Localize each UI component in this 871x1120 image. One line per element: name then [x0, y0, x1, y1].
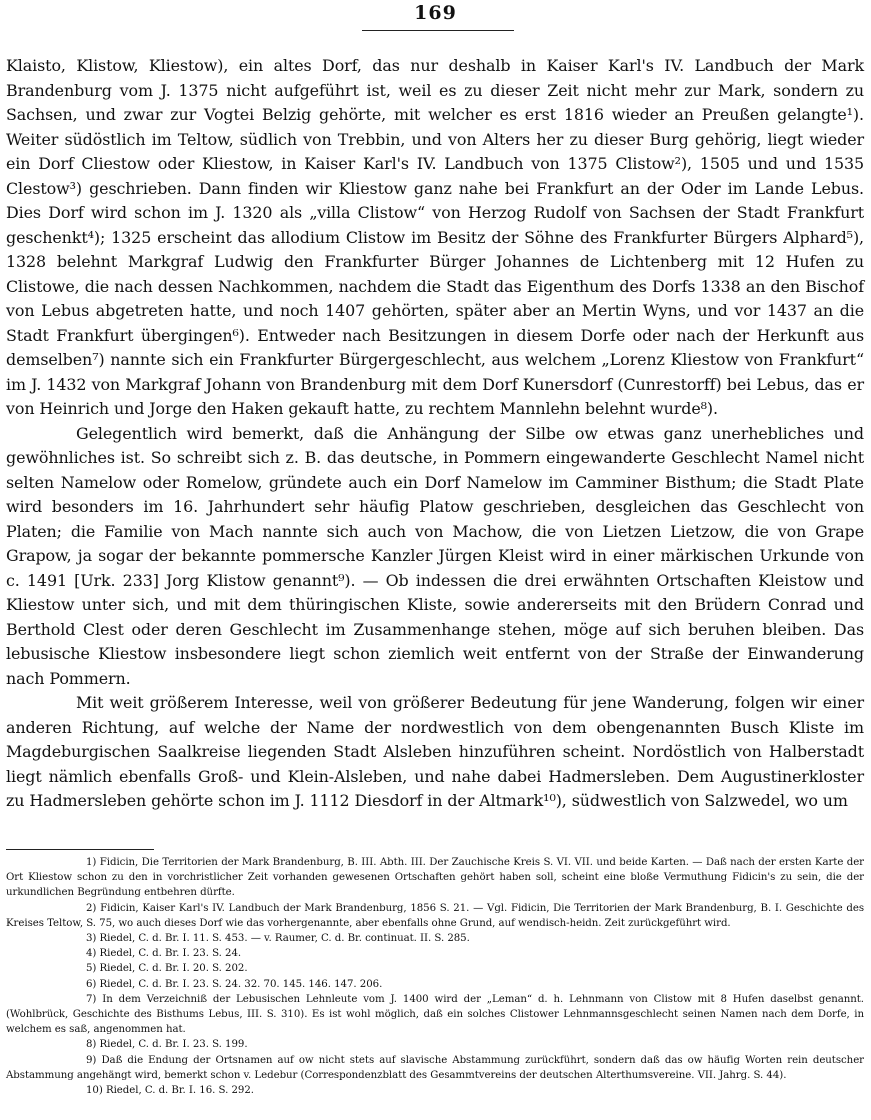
- footnote-rule: [6, 849, 154, 850]
- paragraph-1: Klaisto, Klistow, Kliestow), ein altes Dorf, das nur deshalb in Kaiser Karl's IV. Landbuch der Mark Brandenburg vom J. 1375 nicht aufgeführt ist, weil es zu dieser Zeit nicht mehr zur Mark, sondern zu Sachsen, und zwar zur Vogtei Belzig gehörte, mit welcher es erst 1816 wieder an Preußen gelangte¹). Weiter südöstlich im Teltow, südlich von Trebbin, und von Alters her zu dieser Burg gehörig, liegt wieder ein Dorf Cliestow oder Kliestow, in Kaiser Karl's IV. Landbuch von 1375 Clistow²), 1505 und und 1535 Clestow³) geschrieben. Dann finden wir Kliestow ganz nahe bei Frankfurt an der Oder im Lande Lebus. Dies Dorf wird schon im J. 1320 als „villa Clistow“ von Herzog Rudolf von Sachsen der Stadt Frankfurt geschenkt⁴); 1325 erscheint das allodium Clistow im Besitz der Söhne des Frankfurter Bürgers Alphard⁵), 1328 belehnt Markgraf Ludwig den Frankfurter Bürger Johannes de Lichtenberg mit 12 Hufen zu Clistowe, die nach dessen Nachkommen, nachdem die Stadt das Eigenthum des Dorfs 1338 an den Bischof von Lebus abgetreten hatte, und noch 1407 gehörten, später aber an Mertin Wyns, und vor 1437 an die Stadt Frankfurt übergingen⁶). Entweder nach Besitzungen in diesem Dorfe oder nach der Herkunft aus demselben⁷) nannte sich ein Frankfurter Bürgergeschlecht, aus welchem „Lorenz Kliestow von Frankfurt“ im J. 1432 von Markgraf Johann von Brandenburg mit dem Dorf Kunersdorf (Cunrestorff) bei Lebus, das er von Heinrich und Jorge den Haken gekauft hatte, zu rechtem Mannlehn belehnt wurde⁸).: [6, 56, 864, 418]
- footnotes: [6, 855, 864, 1098]
- footnote-8: 8) Riedel, C. d. Br. I. 23. S. 199.: [86, 1039, 248, 1051]
- footnote-7: 7) In dem Verzeichniß der Lebusischen Lehnleute vom J. 1400 wird der „Leman“ d. h. Lehnmann von Clistow mit 8 Hufen daselbst genannt. (Wohlbrück, Geschichte des Bisthums Lebus, III. S. 310). Es ist wohl möglich, daß ein solches Clistower Lehnmannsgeschlecht seinen Namen nach dem Dorfe, in welchem es saß, angenommen hat.: [6, 993, 864, 1036]
- footnote-5: 5) Riedel, C. d. Br. I. 20. S. 202.: [86, 963, 248, 975]
- footnote-10: 10) Riedel, C. d. Br. I. 16. S. 292.: [86, 1085, 254, 1097]
- footnote-6: 6) Riedel, C. d. Br. I. 23. S. 24. 32. 70. 145. 146. 147. 206.: [86, 978, 383, 990]
- footnote-1: 1) Fidicin, Die Territorien der Mark Brandenburg, B. III. Abth. III. Der Zauchische Kreis S. VI. VII. und beide Karten. — Daß nach der ersten Karte der Ort Kliestow schon zu den in vorchristlicher Zeit vorhanden gewesenen Ortschaften gehört haben soll, scheint eine bloße Vermuthung Fidicin's zu sein, die der urkundlichen Begründung entbehren dürfte.: [6, 857, 864, 899]
- footnote-9: 9) Daß die Endung der Ortsnamen auf ow nicht stets auf slavische Abstammung zurückführt, sondern daß das ow häufig Worten rein deutscher Abstammung angehängt wird, bemerkt schon v. Ledebur (Correspondenzblatt des Gesammtvereins der deutschen Alterthumsvereine. VII. Jahrg. S. 44).: [6, 1054, 864, 1081]
- footnote-4: 4) Riedel, C. d. Br. I. 23. S. 24.: [86, 948, 242, 960]
- body-text: [6, 54, 864, 814]
- paragraph-3: Mit weit größerem Interesse, weil von größerer Bedeutung für jene Wanderung, folgen wir einer anderen Richtung, auf welche der Name der nordwestlich von dem obengenannten Busch Kliste im Magdeburgischen Saalkreise liegenden Stadt Alsleben hinzuführen scheint. Nordöstlich von Halberstadt liegt nämlich ebenfalls Groß- und Klein-Alsleben, und nahe dabei Hadmersleben. Dem Augustinerkloster zu Hadmersleben gehörte schon im J. 1112 Diesdorf in der Altmark¹⁰), südwestlich von Salzwedel, wo um: [6, 693, 864, 810]
- paragraph-2: Gelegentlich wird bemerkt, daß die Anhängung der Silbe ow etwas ganz unerhebliches und gewöhnliches ist. So schreibt sich z. B. das deutsche, in Pommern eingewanderte Geschlecht Namel nicht selten Namelow oder Romelow, gründete auch ein Dorf Namelow im Camminer Bisthum; die Stadt Plate wird besonders im 16. Jahrhundert sehr häufig Platow geschrieben, desgleichen das Geschlecht von Platen; die Familie von Mach nannte sich auch von Machow, die von Lietzen Lietzow, die von Grape Grapow, ja sogar der bekannte pommersche Kanzler Jürgen Kleist wird in einer märkischen Urkunde von c. 1491 [Urk. 233] Jorg Klistow genannt⁹). — Ob indessen die drei erwähnten Ortschaften Kleistow und Kliestow unter sich, und mit dem thüringischen Kliste, sowie andererseits mit den Brüdern Conrad und Berthold Clest oder deren Geschlecht im Zusammenhange stehen, möge auf sich beruhen bleiben. Das lebusische Kliestow insbesondere liegt schon ziemlich weit entfernt von der Straße der Einwanderung nach Pommern.: [6, 423, 864, 688]
- footnote-3: 3) Riedel, C. d. Br. I. 11. S. 453. — v. Raumer, C. d. Br. continuat. II. S. 285.: [86, 933, 470, 945]
- header-rule: [362, 30, 514, 31]
- footnote-2: 2) Fidicin, Kaiser Karl's IV. Landbuch der Mark Brandenburg, 1856 S. 21. — Vgl. Fidicin, Die Territorien der Mark Brandenburg, B. I. Geschichte des Kreises Teltow, S. 75, wo auch dieses Dorf wie das vorhergenannte, aber ebenfalls ohne Grund, auf wendisch-heidn. Zeit zurückgeführt wird.: [6, 902, 864, 929]
- page-number: 169: [414, 2, 457, 24]
